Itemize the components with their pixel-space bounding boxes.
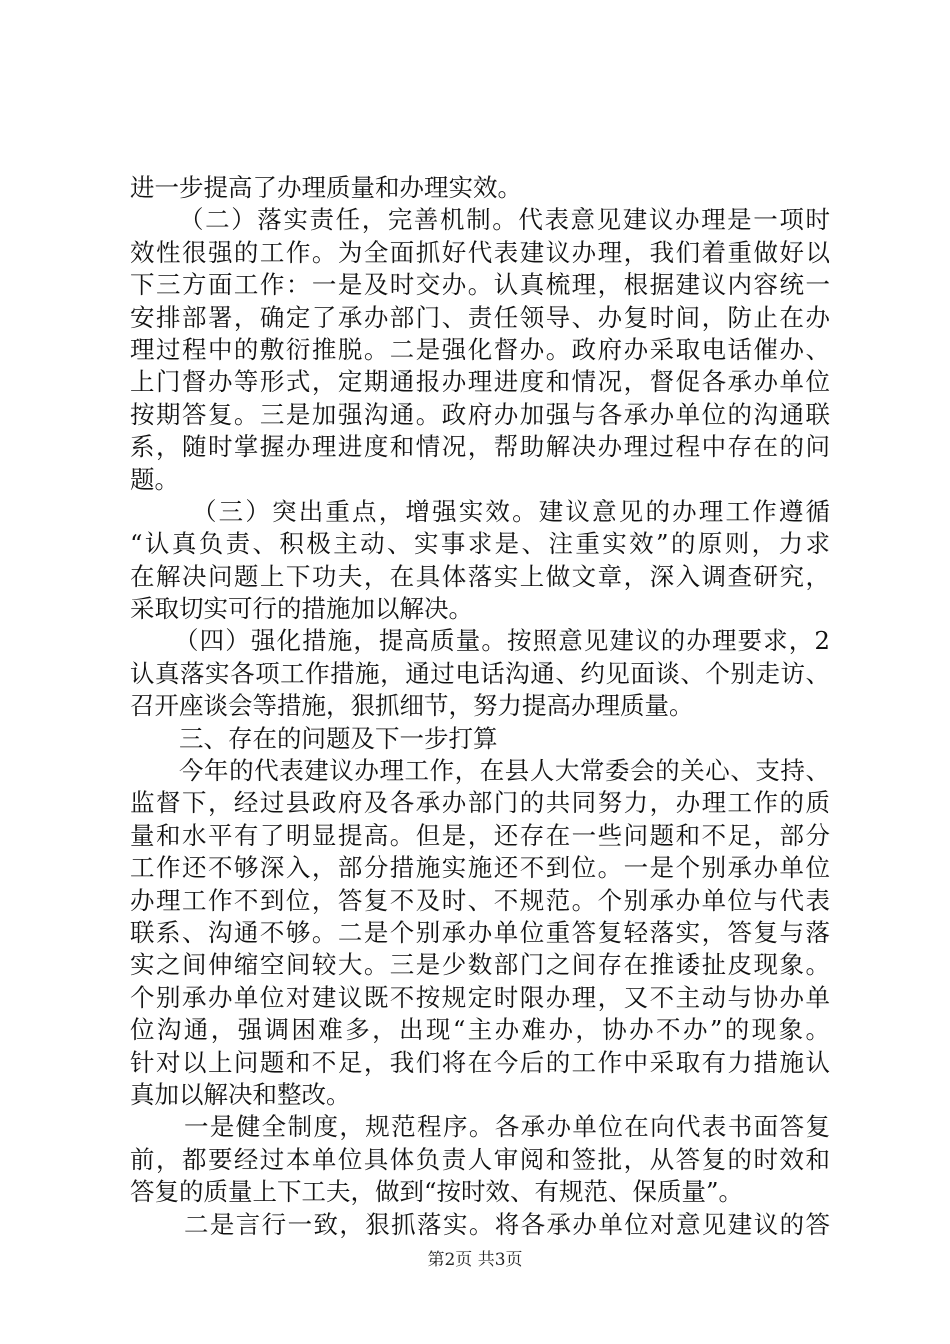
paragraph-line: 二是言行一致，狠抓落实。将各承办单位对意见建议的答 xyxy=(184,1209,830,1239)
paragraph-line: （四）强化措施，提高质量。按照意见建议的办理要求，2 xyxy=(174,626,830,656)
paragraph-line: 办理工作不到位，答复不及时、不规范。个别承办单位与代表 xyxy=(130,885,830,915)
paragraph-line: 安排部署，确定了承办部门、责任领导、办复时间，防止在办 xyxy=(130,302,830,332)
paragraph-line: 真加以解决和整改。 xyxy=(130,1079,351,1109)
paragraph-line: 个别承办单位对建议既不按规定时限办理，又不主动与协办单 xyxy=(130,982,830,1012)
paragraph-line: 工作还不够深入，部分措施实施还不到位。一是个别承办单位 xyxy=(130,853,830,883)
paragraph-line: 针对以上问题和不足，我们将在今后的工作中采取有力措施认 xyxy=(130,1047,830,1077)
document-body xyxy=(130,172,830,1241)
paragraph-line: 在解决问题上下功夫，在具体落实上做文章，深入调查研究， xyxy=(130,561,830,591)
paragraph-line: 量和水平有了明显提高。但是，还存在一些问题和不足，部分 xyxy=(130,820,830,850)
paragraph-line: 认真落实各项工作措施，通过电话沟通、约见面谈、个别走访、 xyxy=(130,658,830,688)
paragraph-line: 位沟通，强调困难多，出现“主办难办，协办不办”的现象。 xyxy=(130,1015,830,1045)
paragraph-line: 联系、沟通不够。二是个别承办单位重答复轻落实，答复与落 xyxy=(130,917,830,947)
paragraph-line: 系，随时掌握办理进度和情况，帮助解决办理过程中存在的问 xyxy=(130,432,830,462)
paragraph-line: 进一步提高了办理质量和办理实效。 xyxy=(130,173,522,202)
page-number-footer: 第2页 共3页 xyxy=(427,1250,523,1270)
paragraph-line: 今年的代表建议办理工作，在县人大常委会的关心、支持、 xyxy=(179,756,830,786)
paragraph-line: 一是健全制度，规范程序。各承办单位在向代表书面答复 xyxy=(184,1112,830,1142)
paragraph-line: 答复的质量上下工夫，做到“按时效、有规范、保质量”。 xyxy=(130,1177,744,1207)
paragraph-line: 题。 xyxy=(130,464,179,494)
paragraph-line: “认真负责、积极主动、实事求是、注重实效”的原则，力求 xyxy=(130,529,830,559)
paragraph-line: 上门督办等形式，定期通报办理进度和情况，督促各承办单位 xyxy=(130,367,830,397)
paragraph-line: 前，都要经过本单位具体负责人审阅和签批，从答复的时效和 xyxy=(130,1144,830,1174)
paragraph-line: 监督下，经过县政府及各承办部门的共同努力，办理工作的质 xyxy=(130,788,830,818)
paragraph-line: 效性很强的工作。为全面抓好代表建议办理，我们着重做好以 xyxy=(130,237,830,267)
section-heading: 三、存在的问题及下一步打算 xyxy=(179,723,498,753)
paragraph-line: （二）落实责任，完善机制。代表意见建议办理是一项时 xyxy=(179,205,830,235)
paragraph-line: 采取切实可行的措施加以解决。 xyxy=(130,594,473,624)
paragraph-line: 召开座谈会等措施，狠抓细节，努力提高办理质量。 xyxy=(130,691,694,721)
paragraph-line: 下三方面工作：一是及时交办。认真梳理，根据建议内容统一 xyxy=(130,270,830,300)
paragraph-line: （三）突出重点，增强实效。建议意见的办理工作遵循 xyxy=(192,496,830,526)
paragraph-line: 实之间伸缩空间较大。三是少数部门之间存在推诿扯皮现象。 xyxy=(130,950,830,980)
paragraph-line: 理过程中的敷衍推脱。二是强化督办。政府办采取电话催办、 xyxy=(130,334,830,364)
paragraph-line: 按期答复。三是加强沟通。政府办加强与各承办单位的沟通联 xyxy=(130,399,830,429)
